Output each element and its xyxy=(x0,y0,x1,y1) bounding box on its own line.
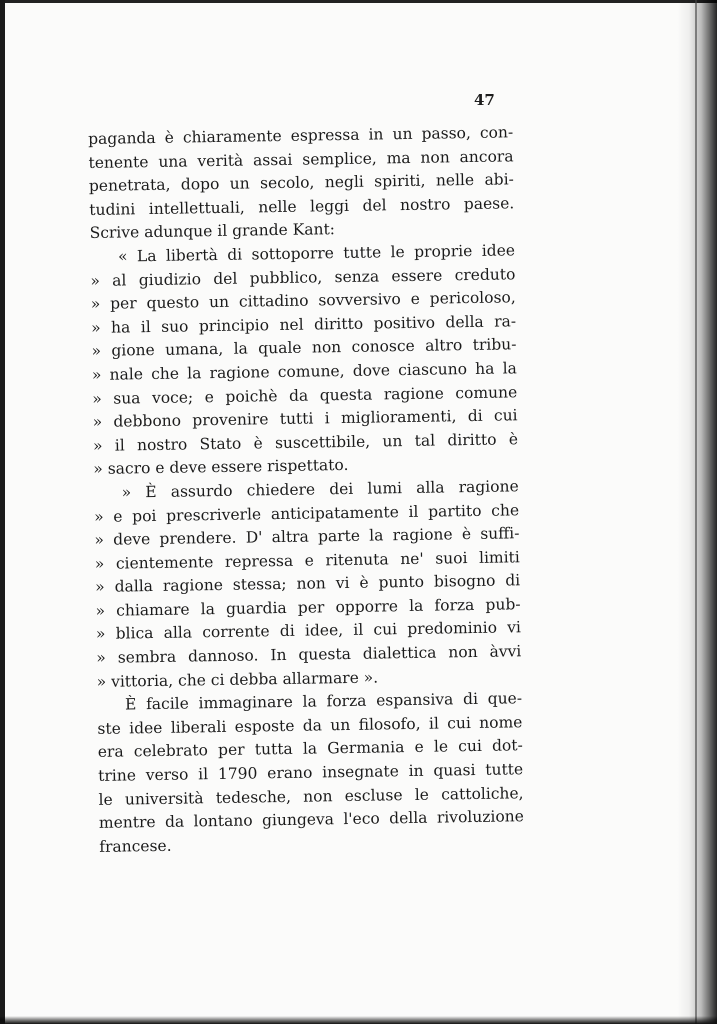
text-line: » ha il suo principio nel diritto positivo della ra- xyxy=(90,312,517,337)
right-page-edge-line xyxy=(695,0,697,1024)
text-line: » vittoria, che ci debba allarmare ». xyxy=(96,668,379,691)
text-line: Scrive adunque il grande Kant: xyxy=(89,220,336,243)
text-line: » sacro e deve essere rispettato. xyxy=(93,456,349,479)
text-line: » chiamare la guardia per opporre la forza pub- xyxy=(95,595,521,620)
text-line: » per questo un cittadino sovversivo e pericoloso, xyxy=(90,288,516,314)
text-line: » il nostro Stato è suscettibile, un tal diritto è xyxy=(92,430,519,455)
text-line: francese. xyxy=(99,836,172,856)
text-line: penetrata, dopo un secolo, negli spiriti, nelle abi- xyxy=(88,170,515,196)
text-line: » blica alla corrente di idee, il cui predominio vi xyxy=(95,618,522,644)
text-line: » dalla ragione stessa; non vi è punto bisogno di xyxy=(95,571,521,597)
page-number: 47 xyxy=(474,91,495,109)
text-line: » e poi prescriverle anticipatamente il partito che xyxy=(93,500,520,526)
text-line: » sua voce; e poichè da questa ragione comune xyxy=(92,382,518,408)
text-line: » gione umana, la quale non conosce altro tribu- xyxy=(91,335,517,361)
text-line: » cientemente repressa e ritenuta ne' suoi limiti xyxy=(94,547,520,573)
text-line: » nale che la ragione comune, dove ciascuno ha la xyxy=(91,359,517,384)
text-line: le università tedesche, non escluse le cattoliche, xyxy=(98,783,524,809)
text-line: « La libertà di sottoporre tutte le proprie idee xyxy=(117,241,516,266)
text-line: » debbono provenire tutti i miglioramenti, di cui xyxy=(92,406,518,432)
top-scan-border xyxy=(0,0,717,3)
bottom-scan-border xyxy=(0,1016,717,1024)
text-line: paganda è chiaramente espressa in un passo, con- xyxy=(88,123,514,148)
text-line: » deve prendere. D' altra parte la ragione è suffi- xyxy=(94,524,520,550)
text-line: » al giudizio del pubblico, senza essere creduto xyxy=(90,264,516,290)
text-line: È facile immaginare la forza espansiva di que- xyxy=(124,689,523,714)
text-line: tudini intellettuali, nelle leggi del nostro paese. xyxy=(89,194,515,219)
text-line: trine verso il 1790 erano insegnate in quasi tutte xyxy=(98,760,524,785)
text-line: ste idee liberali esposte da un filosofo, il cui nome xyxy=(97,713,523,738)
text-line: » sembra dannoso. In questa dialettica non àvvi xyxy=(96,642,522,667)
text-line: era celebrato per tutta la Germania e le cui dot- xyxy=(97,736,523,762)
text-line: mentre da lontano giungeva l'eco della rivoluzione xyxy=(98,807,525,833)
left-scan-edge xyxy=(0,0,5,1024)
text-line: tenente una verità assai semplice, ma non ancora xyxy=(88,146,514,172)
text-line: » È assurdo chiedere dei lumi alla ragione xyxy=(121,477,519,502)
right-page-edge-shadow xyxy=(677,0,717,1024)
body-text xyxy=(88,121,524,859)
